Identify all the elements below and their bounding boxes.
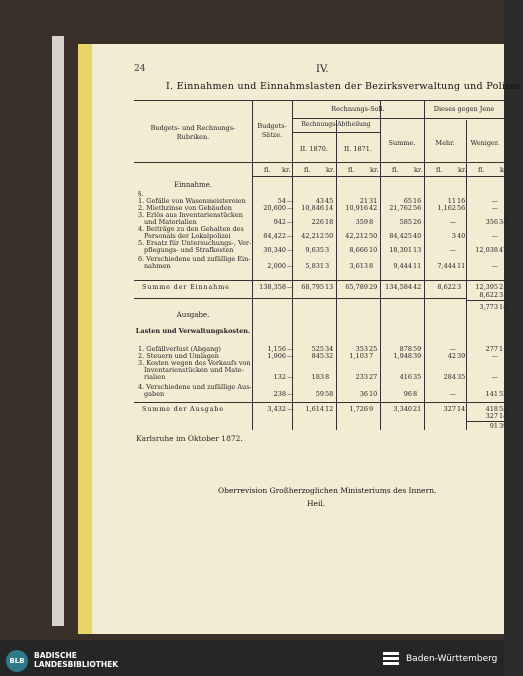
- unit-kr: kr.: [500, 166, 509, 174]
- weniger-cell-kr: 34: [499, 218, 508, 226]
- budget-cell-kr: —: [287, 390, 294, 398]
- rechnung-1870-cell-kr: 50: [325, 232, 334, 240]
- mehr-cell-fl: 1,162: [437, 204, 456, 212]
- rechnung-1871-cell-kr: 8: [369, 218, 374, 226]
- summe-cell-fl: 21,762: [389, 204, 412, 212]
- place-date: Karlsruhe im Oktober 1872.: [136, 434, 243, 443]
- unit-rule: [252, 176, 504, 177]
- row-label: 2. Steuern und Umlagen: [138, 352, 219, 360]
- budget-cell-kr: —: [287, 246, 294, 254]
- summe-cell-fl: 18,301: [389, 246, 412, 254]
- page-title: I. Einnahmen und Einnahmslasten der Bezirksverwaltung und Polizei.: [166, 81, 523, 92]
- rechnungs-soll-header: Rechnungs-Soll.: [331, 105, 385, 113]
- mehr-cell-fl: 11: [447, 197, 456, 205]
- weniger-cell-kr: 47: [499, 246, 508, 254]
- mehr-cell-kr: 39: [457, 352, 466, 360]
- rechnung-1871-cell-fl: 36: [359, 390, 368, 398]
- rechnung-1871-cell-fl: 1,103: [349, 352, 368, 360]
- einnahme-extra-1-kr: 3: [499, 291, 504, 299]
- summe-cell-kr: 39: [413, 352, 422, 360]
- budget-cell-kr: —: [287, 232, 294, 240]
- einnahme-diff-rule: [466, 300, 504, 301]
- einnahme-heading: Einnahme.: [173, 181, 213, 189]
- row-label: 2. Miethzinse von Gebäuden: [138, 204, 232, 212]
- row-label-cont: pflegungs- und Strafkosten: [144, 246, 234, 254]
- section-mark: §.: [138, 190, 144, 198]
- library-name-line2: LANDESBIBLIOTHEK: [34, 660, 119, 669]
- rechnung-1871-cell-fl: 42,212: [345, 232, 368, 240]
- unit-kr: kr.: [414, 166, 423, 174]
- weniger-cell-fl: —: [491, 262, 498, 270]
- unit-fl: fl.: [348, 166, 355, 174]
- unit-kr: kr.: [458, 166, 467, 174]
- total-1871-fl: 65,789: [345, 283, 368, 291]
- blb-logo: BLB: [6, 650, 28, 672]
- rechnung-1871-cell-kr: 50: [369, 232, 378, 240]
- summe-cell-kr: 40: [413, 232, 422, 240]
- ausgabe-heading: Ausgabe.: [176, 311, 210, 319]
- total-summe-fl: 134,584: [385, 283, 412, 291]
- rechnung-1871-cell-kr: 27: [369, 373, 378, 381]
- budget-cell-fl: 1,156: [267, 345, 286, 353]
- ausgabe-extra-2-kr: 39: [499, 422, 508, 430]
- einnahme-total-label: Summe der Einnahme: [142, 283, 230, 291]
- budget-cell-kr: —: [287, 197, 294, 205]
- summe-cell-fl: 878: [399, 345, 412, 353]
- rechnung-1870-cell-kr: 32: [325, 352, 334, 360]
- ausgabe-total-1870-fl: 1,614: [305, 405, 324, 413]
- weniger-cell-kr: 52: [499, 390, 508, 398]
- row-label: 6. Verschiedene und zufällige Ein-: [138, 255, 251, 263]
- ausgabe-total-budget-kr: —: [287, 405, 294, 413]
- rechnung-1871-cell-kr: 7: [369, 352, 374, 360]
- total-budget-fl: 138,358: [259, 283, 286, 291]
- weniger-cell-fl: 356: [485, 218, 498, 226]
- rechnung-1870-cell-kr: 14: [325, 204, 334, 212]
- unit-fl: fl.: [478, 166, 485, 174]
- rechnung-1870-cell-fl: 845: [311, 352, 324, 360]
- unit-fl: fl.: [304, 166, 311, 174]
- rechnung-1871-cell-kr: 10: [369, 246, 378, 254]
- summe-cell-fl: 416: [399, 373, 412, 381]
- rechnung-1870-cell-fl: 42,212: [301, 232, 324, 240]
- rechnung-1870-cell-kr: 3: [325, 246, 330, 254]
- weniger-cell-fl: —: [491, 204, 498, 212]
- budget-cell-kr: —: [287, 262, 294, 270]
- summe-cell-kr: 11: [413, 262, 422, 270]
- unit-kr: kr.: [282, 166, 291, 174]
- rechnung-1870-cell-kr: 18: [325, 218, 334, 226]
- weniger-cell-fl: —: [491, 197, 498, 205]
- rechnung-1870-cell-fl: 59: [315, 390, 324, 398]
- rechnung-1870-cell-kr: 58: [325, 390, 334, 398]
- weniger-cell-fl: 141: [485, 390, 498, 398]
- budget-cell-kr: —: [287, 204, 294, 212]
- weniger-header: Weniger.: [470, 139, 500, 147]
- unit-fl: fl.: [436, 166, 443, 174]
- page-edge: [52, 36, 64, 626]
- mehr-header: Mehr.: [435, 139, 455, 147]
- summe-cell-kr: 26: [413, 218, 422, 226]
- rechnung-1870-cell-kr: 34: [325, 345, 334, 353]
- row-label-cont: gaben: [144, 390, 165, 398]
- mehr-cell-fl: 7,444: [437, 262, 456, 270]
- mehr-cell-kr: 56: [457, 204, 466, 212]
- rechnung-1871-cell-fl: 8,666: [349, 246, 368, 254]
- budget-cell-kr: —: [287, 218, 294, 226]
- einnahme-total-bottom-rule: [134, 298, 466, 299]
- summe-cell-fl: 585: [399, 218, 412, 226]
- mehr-cell-kr: 11: [457, 262, 466, 270]
- rubrik-header: Budgets- und Rechnungs- Rubriken.: [150, 124, 236, 141]
- header-rule-2: [292, 132, 380, 133]
- ausgabe-total-summe-fl: 3,340: [393, 405, 412, 413]
- summe-cell-kr: 59: [413, 345, 422, 353]
- ausgabe-total-1871-fl: 1,726: [349, 405, 368, 413]
- budget-cell-fl: 132: [273, 373, 286, 381]
- rechnung-1870-cell-fl: 9,635: [305, 246, 324, 254]
- mehr-cell-fl: 284: [443, 373, 456, 381]
- total-weniger-kr: 21: [499, 283, 508, 291]
- einnahme-extra-2-kr: 18: [499, 303, 508, 311]
- mehr-cell-fl: —: [449, 390, 456, 398]
- mehr-cell-kr: 16: [457, 197, 466, 205]
- mehr-cell-fl: —: [449, 218, 456, 226]
- total-summe-kr: 42: [413, 283, 422, 291]
- budget-cell-fl: 84,422: [263, 232, 286, 240]
- ausgabe-total-label: Summe der Ausgabe: [142, 405, 224, 413]
- row-label: 5. Ersatz für Untersuchungs-, Ver-: [138, 239, 252, 247]
- summe-cell-fl: 96: [403, 390, 412, 398]
- unit-kr: kr.: [326, 166, 335, 174]
- rechnung-1871-cell-fl: 359: [355, 218, 368, 226]
- summe-cell-fl: 65: [403, 197, 412, 205]
- summe-cell-kr: 13: [413, 246, 422, 254]
- unit-fl: fl.: [264, 166, 271, 174]
- weniger-cell-fl: —: [491, 232, 498, 240]
- budget-cell-kr: —: [287, 373, 294, 381]
- rechnung-1871-cell-kr: 8: [369, 262, 374, 270]
- rechnung-1870-cell-kr: 45: [325, 197, 334, 205]
- row-label-cont: nahmen: [144, 262, 171, 270]
- rechnung-1870-cell-fl: 43: [315, 197, 324, 205]
- row-label-cont: Inventarienstücken und Mate-: [144, 366, 244, 374]
- header-rule-1b: [424, 118, 504, 119]
- einnahme-extra-2-fl: 3,773: [479, 303, 498, 311]
- mehr-cell-fl: 3: [451, 232, 456, 240]
- ausgabe-extra-1-fl: 327: [485, 412, 498, 420]
- row-label: 4. Beiträge zu den Gehalten des: [138, 225, 244, 233]
- library-name: [34, 651, 118, 669]
- row-label-cont: Personals der Lokalpolizei: [144, 232, 231, 240]
- row-label: 3. Kosten wegen des Verkaufs von: [138, 359, 251, 367]
- total-weniger-fl: 12,395: [475, 283, 498, 291]
- rechnung-1871-cell-kr: 31: [369, 197, 378, 205]
- budget-cell-kr: —: [287, 352, 294, 360]
- rechnung-1870-cell-fl: 226: [311, 218, 324, 226]
- ausgabe-total-summe-kr: 21: [413, 405, 422, 413]
- budget-cell-fl: 2,000: [267, 262, 286, 270]
- ausgabe-total-weniger-kr: 53: [499, 405, 508, 413]
- rechnung-1870-cell-fl: 183: [311, 373, 324, 381]
- rechnung-1870-cell-fl: 10,846: [301, 204, 324, 212]
- row-label: 1. Gefälle von Wasenmeistereien: [138, 197, 246, 205]
- rechnung-1870-cell-fl: 525: [311, 345, 324, 353]
- row-label: 1. Gefällverlust (Abgang): [138, 345, 221, 353]
- authority: Oberrevision Großherzoglichen Ministeriums des Innern.: [218, 486, 437, 495]
- section-roman: IV.: [316, 64, 329, 75]
- mehr-cell-fl: —: [449, 246, 456, 254]
- rechnung-1871-cell-kr: 10: [369, 390, 378, 398]
- rechnung-1871-cell-fl: 21: [359, 197, 368, 205]
- total-mehr-kr: 3: [457, 283, 462, 291]
- bookmark-strip: [78, 44, 92, 634]
- row-label-cont: rialien: [144, 373, 166, 381]
- rechnung-1871-cell-fl: 10,916: [345, 204, 368, 212]
- header-bottom-rule: [134, 162, 504, 163]
- total-mehr-fl: 8,622: [437, 283, 456, 291]
- total-1870-fl: 68,795: [301, 283, 324, 291]
- library-name-line1: BADISCHE: [34, 651, 77, 660]
- einnahme-total-top-rule: [134, 280, 504, 281]
- ausgabe-extra-1-kr: 14: [499, 412, 508, 420]
- budget-cell-fl: 1,906: [267, 352, 286, 360]
- signature-name: Heil.: [307, 499, 326, 508]
- rechnung-1870-cell-kr: 8: [325, 373, 330, 381]
- page-number: 24: [134, 64, 146, 74]
- summe-cell-fl: 84,425: [389, 232, 412, 240]
- rechnung-1871-cell-fl: 353: [355, 345, 368, 353]
- year-1870-header: II. 1870.: [300, 145, 328, 153]
- total-1870-kr: 13: [325, 283, 334, 291]
- state-name: Baden-Württemberg: [406, 654, 498, 664]
- summe-cell-kr: 8: [413, 390, 418, 398]
- mehr-cell-kr: 40: [457, 232, 466, 240]
- total-budget-kr: —: [287, 283, 294, 291]
- rechnung-1871-cell-kr: 42: [369, 204, 378, 212]
- budget-cell-fl: 20,600: [263, 204, 286, 212]
- weniger-cell-fl: 277: [485, 345, 498, 353]
- table-top-rule: [134, 100, 504, 101]
- state-coat-of-arms-icon: [382, 650, 400, 668]
- mehr-cell-kr: 35: [457, 373, 466, 381]
- rechnung-1870-cell-fl: 5,831: [305, 262, 324, 270]
- rechnungs-abtheilung-header: Rechnungs-Abtheilung: [301, 121, 371, 128]
- weniger-cell-fl: —: [491, 373, 498, 381]
- budget-cell-fl: 238: [273, 390, 286, 398]
- ausgabe-total-1870-kr: 12: [325, 405, 334, 413]
- ausgabe-subheading: Lasten und Verwaltungskosten.: [135, 327, 251, 335]
- ausgabe-total-mehr-kr: 14: [457, 405, 466, 413]
- summe-cell-fl: 1,948: [393, 352, 412, 360]
- budget-header: Budgets- Sätze.: [257, 122, 287, 139]
- total-1871-kr: 29: [369, 283, 378, 291]
- summe-cell-kr: 16: [413, 197, 422, 205]
- finance-table: [134, 100, 509, 430]
- budget-cell-fl: 942: [273, 218, 286, 226]
- ausgabe-total-weniger-fl: 418: [485, 405, 498, 413]
- dieses-gegen-header: Dieses gegen Jene: [433, 105, 495, 113]
- einnahme-extra-1-fl: 8,622: [479, 291, 498, 299]
- ausgabe-extra-2-fl: 91: [489, 422, 498, 430]
- unit-fl: fl.: [392, 166, 399, 174]
- summe-cell-kr: 35: [413, 373, 422, 381]
- rechnung-1871-cell-kr: 25: [369, 345, 378, 353]
- ausgabe-total-mehr-fl: 327: [443, 405, 456, 413]
- rechnung-1870-cell-kr: 3: [325, 262, 330, 270]
- rechnung-1871-cell-fl: 3,613: [349, 262, 368, 270]
- weniger-cell-fl: —: [491, 352, 498, 360]
- year-1871-header: II. 1871.: [344, 145, 372, 153]
- ausgabe-total-1871-kr: 9: [369, 405, 374, 413]
- mehr-cell-fl: 42: [447, 352, 456, 360]
- ausgabe-total-top-rule: [134, 402, 504, 403]
- mehr-cell-fl: —: [449, 345, 456, 353]
- col-rule-1871: [336, 120, 337, 430]
- row-label-cont: und Materialien: [144, 218, 197, 226]
- row-label: 4. Verschiedene und zufällige Aus-: [138, 383, 252, 391]
- budget-cell-fl: 54: [277, 197, 286, 205]
- rechnung-1871-cell-fl: 233: [355, 373, 368, 381]
- header-rule-1: [292, 118, 424, 119]
- unit-kr: kr.: [370, 166, 379, 174]
- weniger-cell-fl: 12,038: [475, 246, 498, 254]
- summe-cell-fl: 9,444: [393, 262, 412, 270]
- row-label: 3. Erlös aus Inventarienstücken: [138, 211, 243, 219]
- summe-cell-kr: 56: [413, 204, 422, 212]
- budget-cell-fl: 30,340: [263, 246, 286, 254]
- summe-header: Summe.: [388, 139, 416, 147]
- budget-cell-kr: —: [287, 345, 294, 353]
- ausgabe-total-budget-fl: 3,432: [267, 405, 286, 413]
- weniger-cell-kr: 1: [499, 345, 504, 353]
